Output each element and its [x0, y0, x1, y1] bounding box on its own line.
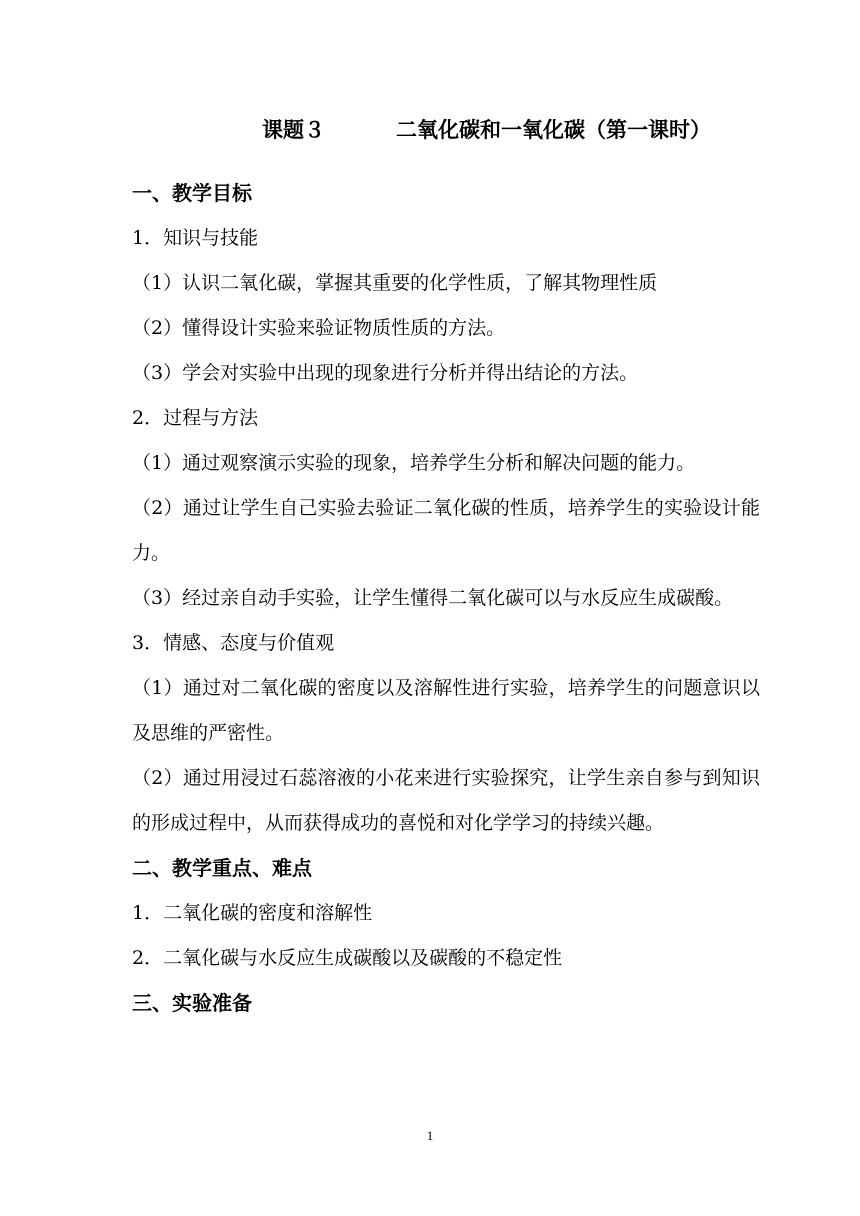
title-prefix: 课题３	[262, 118, 325, 142]
paragraph: （2）通过用浸过石蕊溶液的小花来进行实验探究，让学生亲自参与到知识的形成过程中，从而获得成功的喜悦和对化学学习的持续兴趣。	[132, 767, 760, 834]
paragraph: （1）认识二氧化碳，掌握其重要的化学性质，了解其物理性质	[132, 272, 658, 294]
paragraph: （2）懂得设计实验来验证物质性质的方法。	[132, 317, 506, 339]
subheading-process-method: 2．过程与方法	[132, 407, 259, 429]
section-heading-preparation: 三、实验准备	[132, 991, 252, 1015]
page-number: 1	[426, 1128, 434, 1143]
key-point-item: 2．二氧化碳与水反应生成碳酸以及碳酸的不稳定性	[132, 947, 563, 969]
subheading-attitude-values: 3．情感、态度与价值观	[132, 632, 335, 654]
section-heading-objectives: 一、教学目标	[132, 181, 252, 205]
paragraph: （3）学会对实验中出现的现象进行分析并得出结论的方法。	[132, 362, 639, 384]
section-heading-key-points: 二、教学重点、难点	[132, 856, 312, 880]
paragraph: （3）经过亲自动手实验，让学生懂得二氧化碳可以与水反应生成碳酸。	[132, 587, 734, 609]
paragraph: （2）通过让学生自己实验去验证二氧化碳的性质，培养学生的实验设计能力。	[132, 497, 760, 564]
key-point-item: 1．二氧化碳的密度和溶解性	[132, 902, 373, 924]
paragraph: （1）通过观察演示实验的现象，培养学生分析和解决问题的能力。	[132, 452, 696, 474]
document-title	[132, 108, 760, 152]
subheading-knowledge-skills: 1．知识与技能	[132, 227, 259, 249]
title-text: 二氧化碳和一氧化碳（第一课时）	[396, 118, 711, 142]
paragraph: （1）通过对二氧化碳的密度以及溶解性进行实验，培养学生的问题意识以及思维的严密性。	[132, 677, 760, 744]
